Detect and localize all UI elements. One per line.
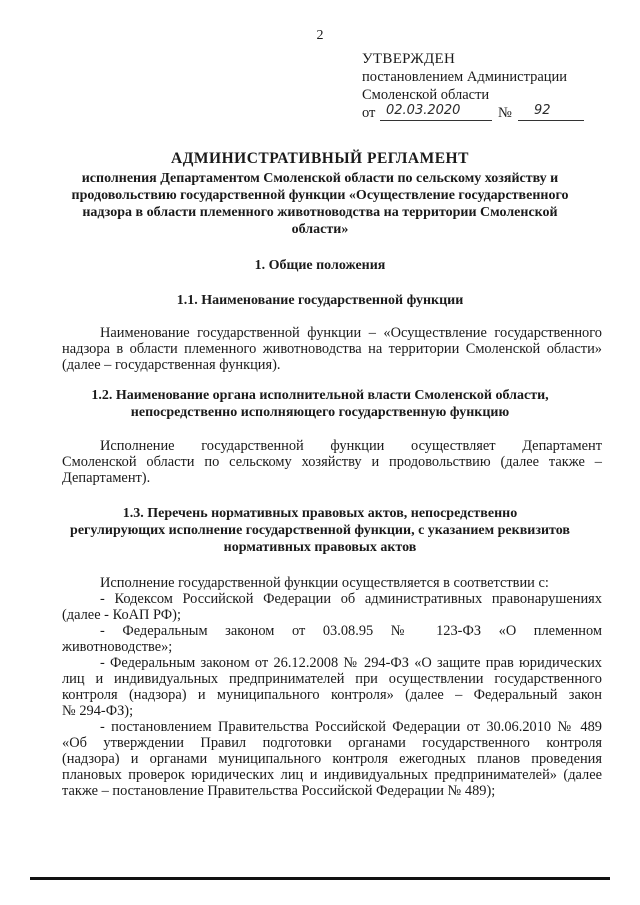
text-line: Смоленской области по сельскому хозяйству и продовольствию (далее также –	[62, 454, 602, 470]
text-line: Наименование государственной функции – «Осуществление государственного	[100, 325, 602, 341]
subtitle-line: исполнения Департаментом Смоленской области по сельскому хозяйству и	[81, 171, 559, 186]
list-item-line: - постановлением Правительства Российской Федерации от 30.06.2010 № 489	[100, 719, 602, 735]
list-item-line: также – постановление Правительства Российской Федерации № 489);	[62, 783, 496, 799]
list-item-line: - Кодексом Российской Федерации об административных правонарушениях	[100, 591, 602, 607]
list-item-line: контроля (надзора) и муниципального контроля» (далее – Федеральный закон	[62, 687, 602, 703]
section-1-2-text	[62, 438, 602, 486]
bottom-scan-border	[30, 877, 610, 880]
section-1-3-text	[62, 575, 602, 799]
page-number: 2	[316, 28, 324, 43]
list-item-line: № 294-ФЗ);	[62, 703, 134, 719]
section-1-heading: 1. Общие положения	[254, 258, 386, 273]
list-item-line: - Федеральным законом от 03.08.95 № 123-ФЗ «О племенном	[100, 623, 602, 639]
document-subtitle	[60, 170, 580, 238]
number-prefix: №	[498, 105, 512, 121]
handwritten-number: 92	[534, 103, 551, 118]
subtitle-line: надзора в области племенного животноводства на территории Смоленской	[82, 205, 558, 220]
section-1-1-text	[62, 325, 602, 373]
section-1-2-heading	[60, 387, 580, 421]
subtitle-line: продовольствию государственной функции «Осуществление государственного	[71, 188, 569, 203]
text-line: Департамент).	[62, 470, 151, 486]
heading-line: 1.3. Перечень нормативных правовых актов, непосредственно	[122, 506, 518, 521]
section-1-3-heading	[60, 505, 580, 556]
list-item-line: - Федеральным законом от 26.12.2008 № 294-ФЗ «О защите прав юридических	[100, 655, 602, 671]
heading-line: нормативных правовых актов	[223, 540, 417, 555]
text-line: Исполнение государственной функции осуществляется в соответствии с:	[100, 575, 549, 591]
heading-line: регулирующих исполнение государственной функции, с указанием реквизитов	[70, 523, 570, 538]
document-title: АДМИНИСТРАТИВНЫЙ РЕГЛАМЕНТ	[171, 150, 469, 167]
list-item-line: «Об утверждении Правил подготовки органами государственного контроля	[62, 735, 602, 751]
list-item-line: плановых проверок юридических лиц и индивидуальных предпринимателей» (далее	[62, 767, 602, 783]
list-item-line: (надзора) и органами муниципального контроля ежегодных планов проведения	[62, 751, 602, 767]
text-line: надзора в области племенного животноводства на территории Смоленской области»	[62, 341, 602, 357]
list-item-line: (далее - КоАП РФ);	[62, 607, 181, 623]
handwritten-date: 02.03.2020	[386, 103, 461, 118]
approval-date-number-row	[362, 104, 602, 124]
list-item-line: животноводстве»;	[62, 639, 173, 655]
approval-title: УТВЕРЖДЕН	[362, 51, 456, 67]
subtitle-line: области»	[291, 222, 349, 237]
approval-stamp	[362, 50, 602, 124]
number-underline	[518, 104, 584, 121]
list-item-line: лиц и индивидуальных предпринимателей при осуществлении государственного	[62, 671, 602, 687]
approval-line-2: Смоленской области	[362, 87, 490, 103]
heading-line: непосредственно исполняющего государственную функцию	[130, 405, 510, 420]
text-line: Исполнение государственной функции осуществляет Департамент	[100, 438, 602, 454]
approval-line-1: постановлением Администрации	[362, 69, 568, 85]
date-prefix: от	[362, 105, 376, 121]
text-line: (далее – государственная функция).	[62, 357, 281, 373]
section-1-1-heading: 1.1. Наименование государственной функции	[176, 293, 464, 308]
heading-line: 1.2. Наименование органа исполнительной власти Смоленской области,	[91, 388, 549, 403]
